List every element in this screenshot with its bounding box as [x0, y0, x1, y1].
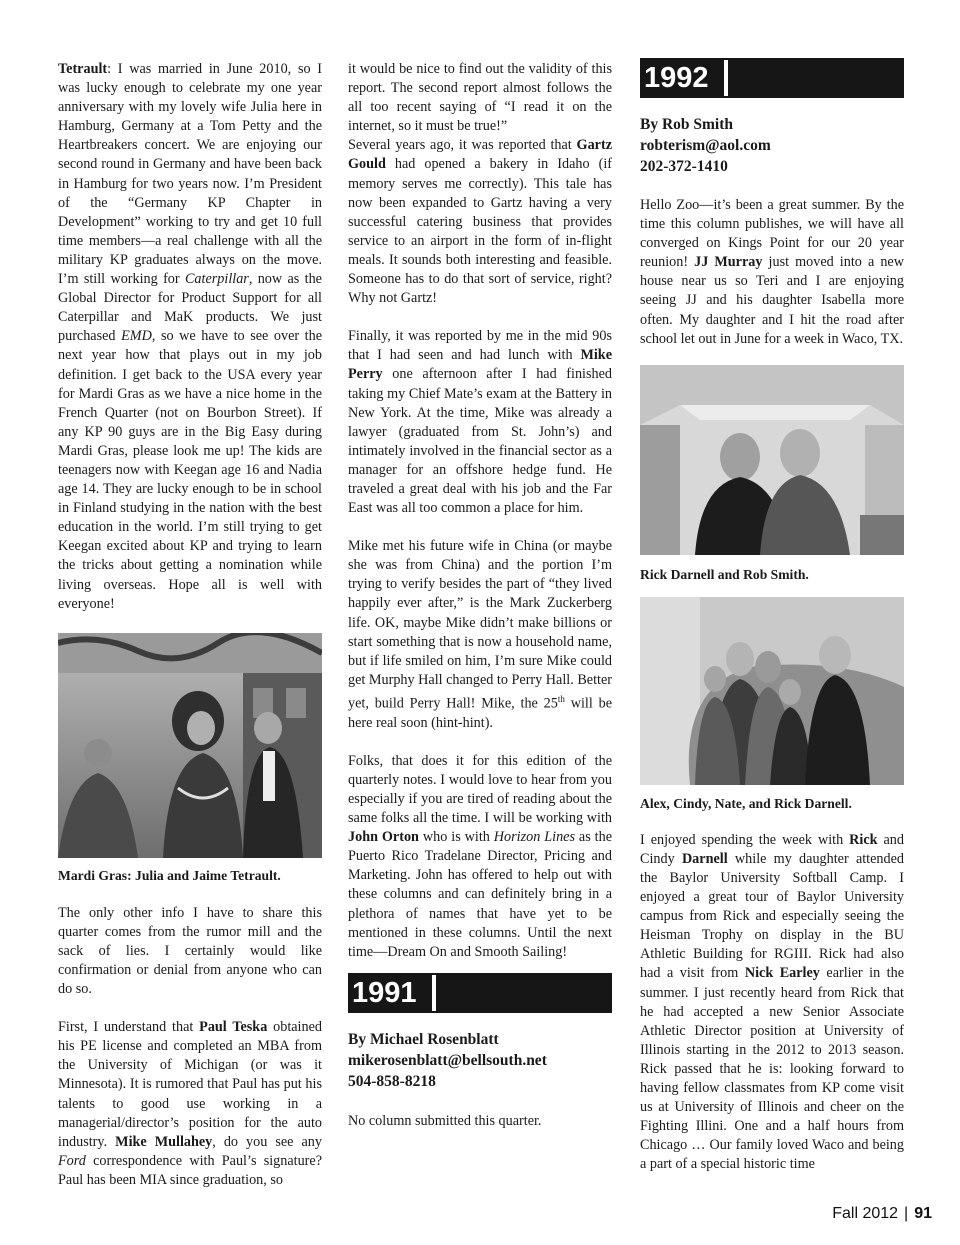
name-gartz-gould: Gartz Gould [348, 137, 612, 173]
name-mike-mullahey: Mike Mullahey [115, 1133, 213, 1150]
caption-darnell-family: Alex, Cindy, Nate, and Rick Darnell. [640, 795, 852, 811]
photo-mardi-gras [58, 633, 322, 858]
byline-1992 [640, 114, 904, 177]
author-phone: 202-372-1410 [640, 158, 728, 175]
year-label: 1991 [350, 975, 436, 1011]
name-mike-perry: Mike Perry [348, 347, 612, 383]
name-paul-teska: Paul Teska [199, 1019, 268, 1036]
author-name: By Michael Rosenblatt [348, 1030, 499, 1048]
paragraph-validity: it would be nice to find out the validity of this report. The second report almost follows the all too recent saying of “I read it on the internet, so it must be true!” [348, 61, 612, 135]
photo-rick-rob [640, 365, 904, 555]
author-email[interactable]: mikerosenblatt@bellsouth.net [348, 1051, 547, 1069]
column-middle [348, 60, 612, 1131]
paragraph-no-column: No column submitted this quarter. [348, 1112, 542, 1129]
name-jj-murray: JJ Murray [694, 254, 763, 271]
year-header-1992 [640, 58, 904, 98]
name-nick-earley: Nick Earley [744, 965, 820, 982]
page-footer [832, 1205, 932, 1223]
paragraph-mike-wife: Mike met his future wife in China (or maybe she was from China) and the portion I’m trying to verify besides the part of “they lived happily ever after,” is the Mark Zuckerberg life. OK, maybe Mike didn’t make billions or start something that is now a household name, but if life smiled on him, I’m sure Mike could get Murphy Hall changed to Perry Hall. Better yet, build Perry Hall! Mike, the 25th will be here real soon (hint-hint). [348, 538, 612, 731]
paragraph-mike-perry: Finally, it was reported by me in the mid 90s that I had seen and had lunch with Mike Perry one afternoon after I had finished taking my Chief Mate’s exam at the Battery in New York. At the time, Mike was already a lawyer (graduated from St. John’s) and intimately involved in the financial sector as a manager for an offshore hedge fund. He traveled a great deal with his job and the Far East was all too common a place for him. [348, 328, 612, 517]
author-phone: 504-858-8218 [348, 1072, 436, 1090]
paragraph-paul-teska: First, I understand that Paul Teska obtained his PE license and completed an MBA from the University of Michigan (or was it Minnesota). It is rumored that Paul has put his talents to good use working in a managerial/director’s position for the auto industry. Mike Mullahey, do you see any Ford correspondence with Paul’s signature? Paul has been MIA since graduation, so [58, 1019, 322, 1188]
author-email[interactable]: robterism@aol.com [640, 137, 771, 154]
name-darnell: Darnell [681, 850, 728, 867]
column-left [58, 60, 322, 1190]
name-rick: Rick [849, 831, 878, 848]
paragraph-baylor: I enjoyed spending the week with Rick and Cindy Darnell while my daughter attended the Baylor University Softball Camp. I enjoyed a great tour of Baylor University campus from Rick and especially seeing the Heisman Trophy on display in the BU Athletic Building for RGIII. Rick had also had a visit from Nick Earley earlier in the summer. I just recently heard from Rick that he had accepted a new Senior Associate Athletic Director position at University of Illinois starting in the 2012 to 2013 season. Rick passed that he is: looking forward to having fellow classmates from KP come visit us at University of Illinois and cheer on the Fighting Illini. One and a half hours from Chicago … Our family loved Waco and being a part of a special historic time [640, 831, 905, 1173]
paragraph-hello-zoo: Hello Zoo—it’s been a great summer. By the time this column publishes, we will have all converged on Kings Point for our 20 year reunion! JJ Murray just moved into a new house near us so Teri and I are enjoying seeing JJ and his daughter Isabella more often. My daughter and I hit the road after school let out in June for a week in Waco, TX. [640, 197, 904, 347]
caption-mardi-gras: Mardi Gras: Julia and Jaime Tetrault. [58, 867, 281, 883]
page-number: 91 [914, 1205, 932, 1222]
name-tetrault: Tetrault [58, 61, 108, 77]
caption-rick-rob: Rick Darnell and Rob Smith. [640, 566, 809, 582]
author-name: By Rob Smith [640, 116, 734, 133]
year-header-1991 [348, 973, 612, 1013]
name-john-orton: John Orton [348, 829, 419, 846]
issue-label: Fall 2012 [832, 1205, 899, 1222]
column-right [640, 60, 904, 1174]
paragraph-folks: Folks, that does it for this edition of the quarterly notes. I would love to hear from you especially if you are tired of reading about the same folks all the time. I will be working with John Orton who is with Horizon Lines as the Puerto Rico Tradelane Director, Pricing and Marketing. John has offered to help out with these columns and can definitely bring in a plethora of names that have yet to be mentioned in these columns. Until the next time—Dream On and Smooth Sailing! [348, 752, 612, 960]
year-label: 1992 [642, 60, 728, 96]
photo-darnell-family [640, 597, 904, 785]
paragraph-rumor-mill: The only other info I have to share this quarter comes from the rumor mill and the sack of lies. I certainly would like confirmation or denial from anyone who can do so. [58, 904, 322, 998]
byline-1991 [348, 1029, 612, 1092]
footer-separator: | [904, 1205, 909, 1222]
paragraph-gartz-gould: Several years ago, it was reported that Gartz Gould had opened a bakery in Idaho (if memory serves me correctly). This tale has now been expanded to Gartz having a very successful catering business that provides service to an airport in the form of in-flight meals. It sounds both interesting and feasible. Someone has to do that sort of service, right? Why not Gartz! [348, 137, 612, 307]
paragraph-tetrault: Tetrault: I was married in June 2010, so I was lucky enough to celebrate my one year anniversary with my lovely wife Julia here in Hamburg, Germany at a Tom Petty and the Heartbreakers concert. We are enjoying our second round in Germany and have been back in Hamburg for two years now. I’m President of the “Germany KP Chapter in Development” working to try and get 10 full time members—a real challenge with all the military KP graduates always on the move. I’m still working for Caterpillar, now as the Global Director for Product Support for all Caterpillar and MaK products. We just purchased EMD, so we have to see over the next year how that plays out in my job definition. I get back to the USA every year for Mardi Gras as we have a nice home in the French Quarter (not on Bourbon Street). If any KP 90 guys are in the Big Easy during Mardi Gras, please look me up! The kids are teenagers now with Keegan age 16 and Nadia age 14. They are lucky enough to be in school in Finland studying in the nation with the best education in the world. I’m still trying to get Keegan excited about KP and trying to learn the tricks about getting a nomination while living overseas. Hope all is well with everyone! [58, 61, 322, 612]
